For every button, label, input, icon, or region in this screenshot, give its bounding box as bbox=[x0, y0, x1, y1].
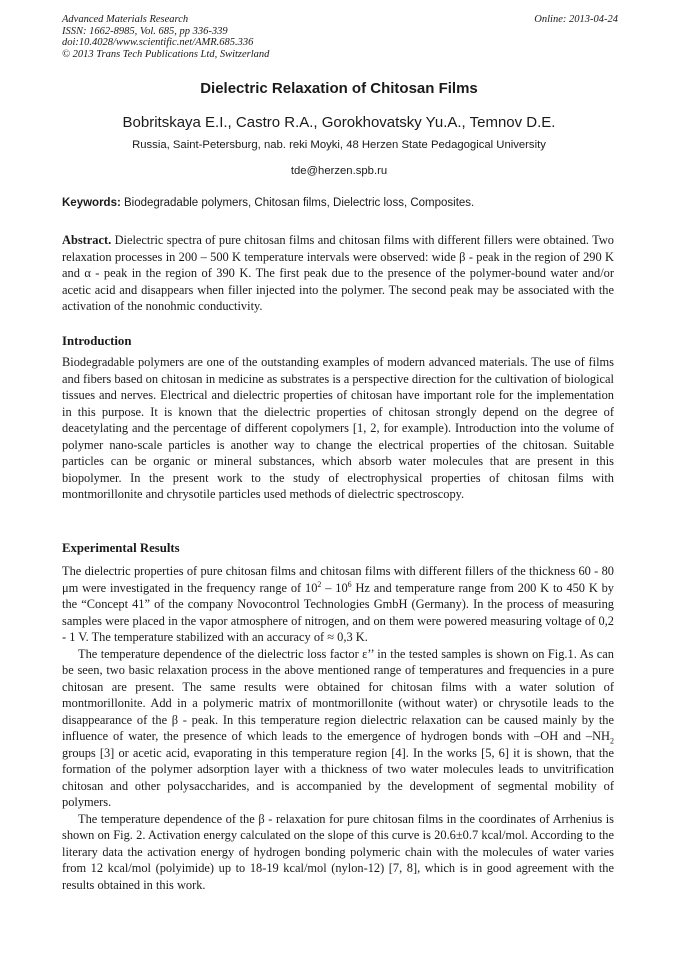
introduction-text: Biodegradable polymers are one of the outstanding examples of modern advanced materials. The use of films and fibers based on chitosan in medicine as substrates is a perspective direction for the cultivation of biological tissues and nerves. Electrical and dielectric properties of chitosan have important role for the implementation in this purpose. It is known that the dielectric properties of chitosan strongly depend on the degree of deacetylating and the percentage of different copolymers [1, 2, for example). Introduction into the volume of polymer nano-scale particles is another way to change the electrical properties of the chitosan. Suitable particles can be organic or mineral substances, which absorb water molecules that are present in this biopolymer. In the present work to the study of electrophysical properties of chitosan films with montmorillonite and chrysotile particles used methods of dielectric spectroscopy. bbox=[62, 355, 614, 501]
introduction-heading: Introduction bbox=[62, 334, 132, 348]
journal-name: Advanced Materials Research bbox=[62, 14, 189, 25]
p1-text-b: – 10 bbox=[321, 580, 348, 595]
experimental-heading: Experimental Results bbox=[62, 541, 180, 555]
p1-text-a: The dielectric properties of pure chitosan films and chitosan films with different fillers of the thickness 60 - 80 μm were investigated in the frequency range of 10 bbox=[62, 564, 614, 595]
copyright-line: © 2013 Trans Tech Publications Ltd, Switzerland bbox=[62, 48, 270, 60]
keywords-line bbox=[62, 197, 618, 209]
introduction-section bbox=[62, 354, 614, 503]
abstract-label: Abstract. bbox=[62, 233, 112, 247]
experimental-paragraph-1 bbox=[62, 563, 614, 646]
p1-exponent-1: 2 bbox=[317, 579, 322, 589]
abstract-text: Dielectric spectra of pure chitosan films and chitosan films with different fillers were obtained. Two relaxation processes in 200 – 500 K temperature intervals were observed: wide β - peak in the region of 290 K and α - peak in the region of 390 K. The first peak due to the presence of the polymer-bound water and/or acetic acid and disappears when filler injected into the polymer. The second peak may be associated with the activation of the nonohmic conductivity. bbox=[62, 233, 614, 313]
contact-email: tde@herzen.spb.ru bbox=[290, 165, 388, 177]
experimental-paragraph-2 bbox=[62, 646, 614, 811]
p1-exponent-2: 6 bbox=[347, 579, 352, 589]
keywords-label: Keywords: bbox=[62, 197, 121, 209]
publication-header bbox=[62, 14, 618, 60]
author-list: Bobritskaya E.I., Castro R.A., Gorokhovatsky Yu.A., Temnov D.E. bbox=[122, 114, 556, 131]
abstract-section bbox=[62, 232, 614, 315]
p2-text-b: groups [3] or acetic acid, evaporating in this temperature region [4]. In the works [5, 6] it is shown, that the formation of the polymer adsorption layer with a thickness of two water molecules leads to unvitrification chitosan and other polysaccharides, and is accompanied by the development of segmental mobility of polymers. bbox=[62, 745, 614, 809]
doi-line: doi:10.4028/www.scientific.net/AMR.685.336 bbox=[62, 37, 254, 49]
online-date: Online: 2013-04-24 bbox=[534, 14, 618, 25]
issn-line: ISSN: 1662-8985, Vol. 685, pp 336-339 bbox=[62, 25, 228, 37]
p2-subscript: 2 bbox=[610, 736, 614, 746]
p2-text-a: The temperature dependence of the dielectric loss factor ε’’ in the tested samples is shown on Fig.1. As can be seen, two basic relaxation process in the above mentioned range of temperatures and frequencies in a pure chitosan are present. The same results were obtained for chitosan films with a water solution of montmorillonite. Add in a polymeric matrix of montmorillonite (without water) or chrysotile leads to the disappearance of the β - peak. In this temperature region dielectric relaxation can be caused mainly by the influence of water, the presence of which leads to the emergence of hydrogen bonds with –OH and –NH bbox=[62, 646, 614, 743]
affiliation: Russia, Saint-Petersburg, nab. reki Moyki, 48 Herzen State Pedagogical University bbox=[132, 139, 546, 151]
p1-text-c: Hz and temperature range from 200 K to 450 K by the “Concept 41” of the company Novocontrol Technologies GmbH (Germany). In the process of measuring samples were placed in the vapor atmosphere of nitrogen, and on them were powered measuring voltage of 0,2 - 1 V. The temperature stabilized with an accuracy of ≈ 0,3 K. bbox=[62, 580, 614, 644]
experimental-paragraph-3: The temperature dependence of the β - relaxation for pure chitosan films in the coordinates of Arrhenius is shown on Fig. 2. Activation energy calculated on the slope of this curve is 20.6±0.7 kcal/mol. According to the literary data the activation energy of hydrogen bonding polymeric chain with the molecules of water varies from 12 kcal/mol (polyimide) up to 18-19 kcal/mol (nylon-12) [7, 8], which is in good agreement with the results obtained in this work. bbox=[62, 811, 614, 892]
experimental-section bbox=[62, 563, 614, 893]
paper-title: Dielectric Relaxation of Chitosan Films bbox=[200, 80, 478, 97]
keywords-text: Biodegradable polymers, Chitosan films, Dielectric loss, Composites. bbox=[124, 197, 475, 209]
